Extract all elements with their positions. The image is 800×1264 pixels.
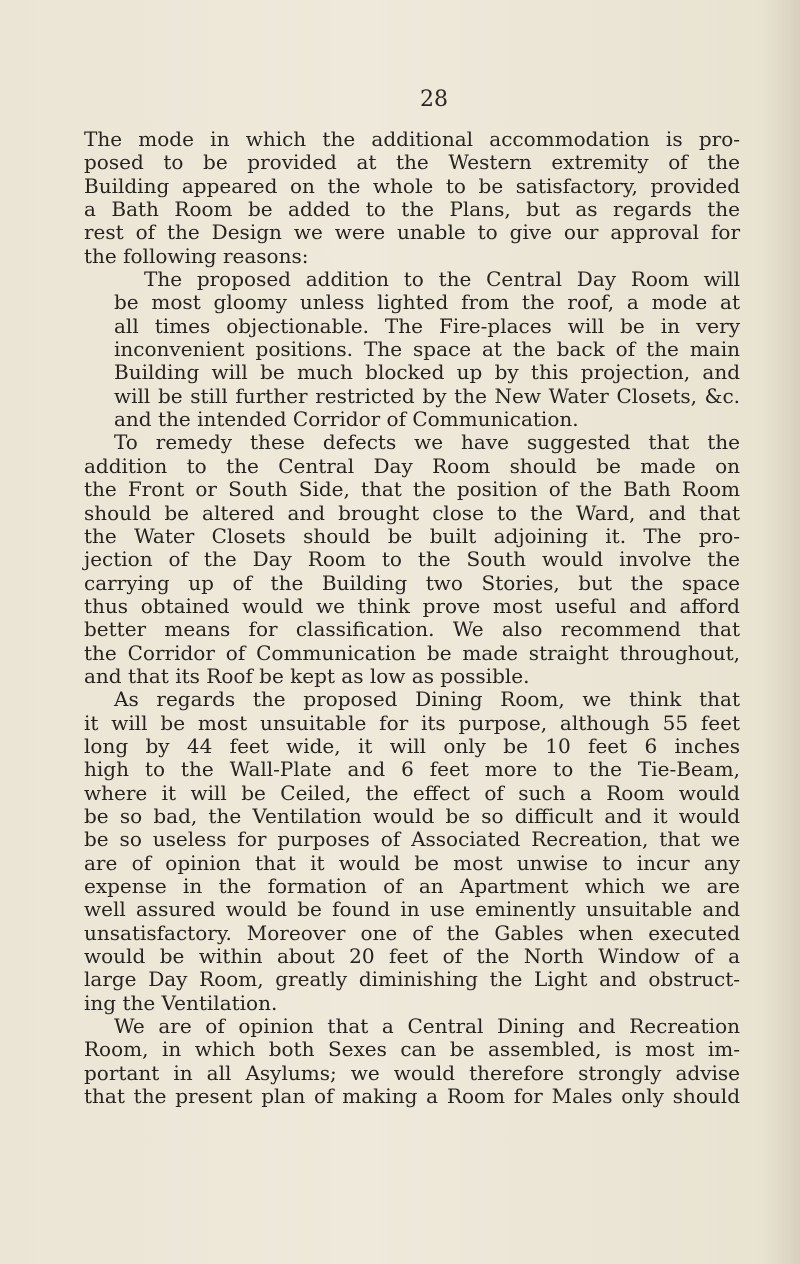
text-line: where it will be Ceiled, the effect of such a Room would xyxy=(84,780,740,805)
text-line: large Day Room, greatly diminishing the Light and obstruct- xyxy=(84,967,740,992)
text-line: and the intended Corridor of Communication. xyxy=(114,407,579,432)
text-line: should be altered and brought close to the Ward, and that xyxy=(84,500,740,525)
text-line: To remedy these defects we have suggested that the xyxy=(114,430,740,455)
text-line: high to the Wall-Plate and 6 feet more to the Tie-Beam, xyxy=(84,757,740,782)
text-line: thus obtained would we think prove most useful and afford xyxy=(84,593,740,618)
text-line: better means for classification. We also recommend that xyxy=(84,617,740,642)
text-line: that the present plan of making a Room for Males only should xyxy=(84,1084,740,1109)
text-line: Room, in which both Sexes can be assembled, is most im- xyxy=(84,1037,740,1062)
text-line: inconvenient positions. The space at the back of the main xyxy=(114,337,740,362)
text-line: the Corridor of Communication be made straight throughout, xyxy=(84,640,740,665)
body-text xyxy=(84,128,740,1108)
paragraph-1 xyxy=(84,128,740,268)
text-line: and that its Roof be kept as low as possible. xyxy=(84,663,530,688)
text-line: a Bath Room be added to the Plans, but as regards the xyxy=(84,197,740,222)
text-line: be so useless for purposes of Associated Recreation, that we xyxy=(84,827,740,852)
text-line: Building appeared on the whole to be satisfactory, provided xyxy=(84,173,740,198)
paragraph-4 xyxy=(84,688,740,1015)
text-line: would be within about 20 feet of the North Window of a xyxy=(84,944,740,969)
text-line: long by 44 feet wide, it will only be 10 feet 6 inches xyxy=(84,733,740,758)
text-line: the Water Closets should be built adjoining it. The pro- xyxy=(84,523,740,548)
text-line: addition to the Central Day Room should be made on xyxy=(84,453,740,478)
text-line: As regards the proposed Dining Room, we think that xyxy=(114,687,740,712)
text-line: expense in the formation of an Apartment which we are xyxy=(84,874,740,898)
text-line: We are of opinion that a Central Dining and Recreation xyxy=(114,1014,740,1039)
text-line: posed to be provided at the Western extremity of the xyxy=(84,150,740,175)
text-line: the following reasons: xyxy=(84,243,309,268)
text-line: The mode in which the additional accommodation is pro- xyxy=(84,127,740,151)
paragraph-5 xyxy=(84,1015,740,1108)
text-line: be so bad, the Ventilation would be so difficult and it would xyxy=(84,803,740,828)
text-line: will be still further restricted by the New Water Closets, &c. xyxy=(114,383,740,408)
text-line: are of opinion that it would be most unwise to incur any xyxy=(84,850,740,875)
text-line: unsatisfactory. Moreover one of the Gables when executed xyxy=(84,920,740,945)
page-number: 28 xyxy=(420,87,448,112)
paragraph-3 xyxy=(84,431,740,688)
text-line: rest of the Design we were unable to give our approval for xyxy=(84,220,740,245)
text-line: Building will be much blocked up by this projection, and xyxy=(114,360,740,385)
text-line: carrying up of the Building two Stories, but the space xyxy=(84,570,740,595)
text-line: it will be most unsuitable for its purpose, although 55 feet xyxy=(84,710,740,735)
paragraph-2 xyxy=(84,268,740,431)
text-line: The proposed addition to the Central Day Room will xyxy=(144,267,740,292)
text-line: jection of the Day Room to the South would involve the xyxy=(84,547,740,572)
page-edge-shadow xyxy=(762,0,800,1264)
text-line: portant in all Asylums; we would therefore strongly advise xyxy=(84,1060,740,1085)
text-line: ing the Ventilation. xyxy=(84,990,278,1015)
text-line: all times objectionable. The Fire-places will be in very xyxy=(114,313,740,338)
text-line: well assured would be found in use eminently unsuitable and xyxy=(84,897,740,922)
text-line: be most gloomy unless lighted from the roof, a mode at xyxy=(114,290,740,315)
text-line: the Front or South Side, that the position of the Bath Room xyxy=(84,477,740,502)
